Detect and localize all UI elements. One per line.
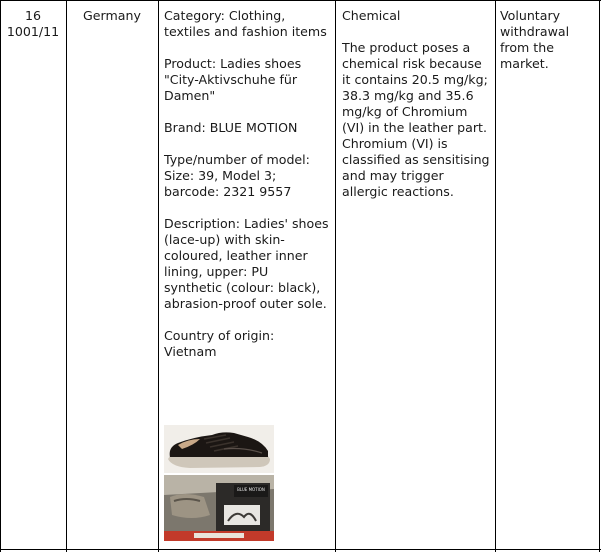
country-of-origin: Country of origin: Vietnam <box>164 328 275 359</box>
table-border-right <box>599 0 600 552</box>
risk-cell <box>342 8 492 200</box>
product-brand: Brand: BLUE MOTION <box>164 120 298 135</box>
table-border-bottom <box>0 549 601 550</box>
table-border-left <box>0 0 1 552</box>
box-brand-logo: BLUE MOTION <box>237 487 265 492</box>
column-divider <box>158 0 159 552</box>
table-border-top <box>0 0 601 1</box>
product-name: Product: Ladies shoes "City-Aktivschuhe für Damen" <box>164 56 302 103</box>
notification-number: 16 <box>24 8 42 23</box>
column-divider <box>66 0 67 552</box>
notification-reference: 1001/11 <box>6 24 60 39</box>
shoe-image <box>164 425 274 473</box>
shoe-box-image <box>164 475 274 541</box>
measures-cell <box>500 8 598 72</box>
risk-type: Chemical <box>342 8 401 23</box>
notifying-country: Germany <box>83 8 141 23</box>
risk-description: The product poses a chemical risk because it contains 20.5 mg/kg; 38.3 mg/kg and 35.6 mg/kg of Chromium (VI) in the leather part. Chromium (VI) is classified as sensitising and may trigger allergic reactions. <box>342 40 490 199</box>
product-details-cell <box>164 8 330 360</box>
shoe-photo <box>164 425 274 473</box>
shoe-box-photo <box>164 475 274 541</box>
column-divider <box>495 0 496 552</box>
column-divider <box>335 0 336 552</box>
product-description: Description: Ladies' shoes (lace-up) with skin-coloured, leather inner lining, upper: PU synthetic (colour: black), abrasion-proof outer sole. <box>164 216 329 311</box>
notification-number-cell <box>2 8 64 40</box>
product-category: Category: Clothing, textiles and fashion items <box>164 8 327 39</box>
product-type-model: Type/number of model: Size: 39, Model 3; barcode: 2321 9557 <box>164 152 310 199</box>
notifying-country-cell <box>70 8 154 24</box>
measures-adopted: Voluntary withdrawal from the market. <box>500 8 570 71</box>
